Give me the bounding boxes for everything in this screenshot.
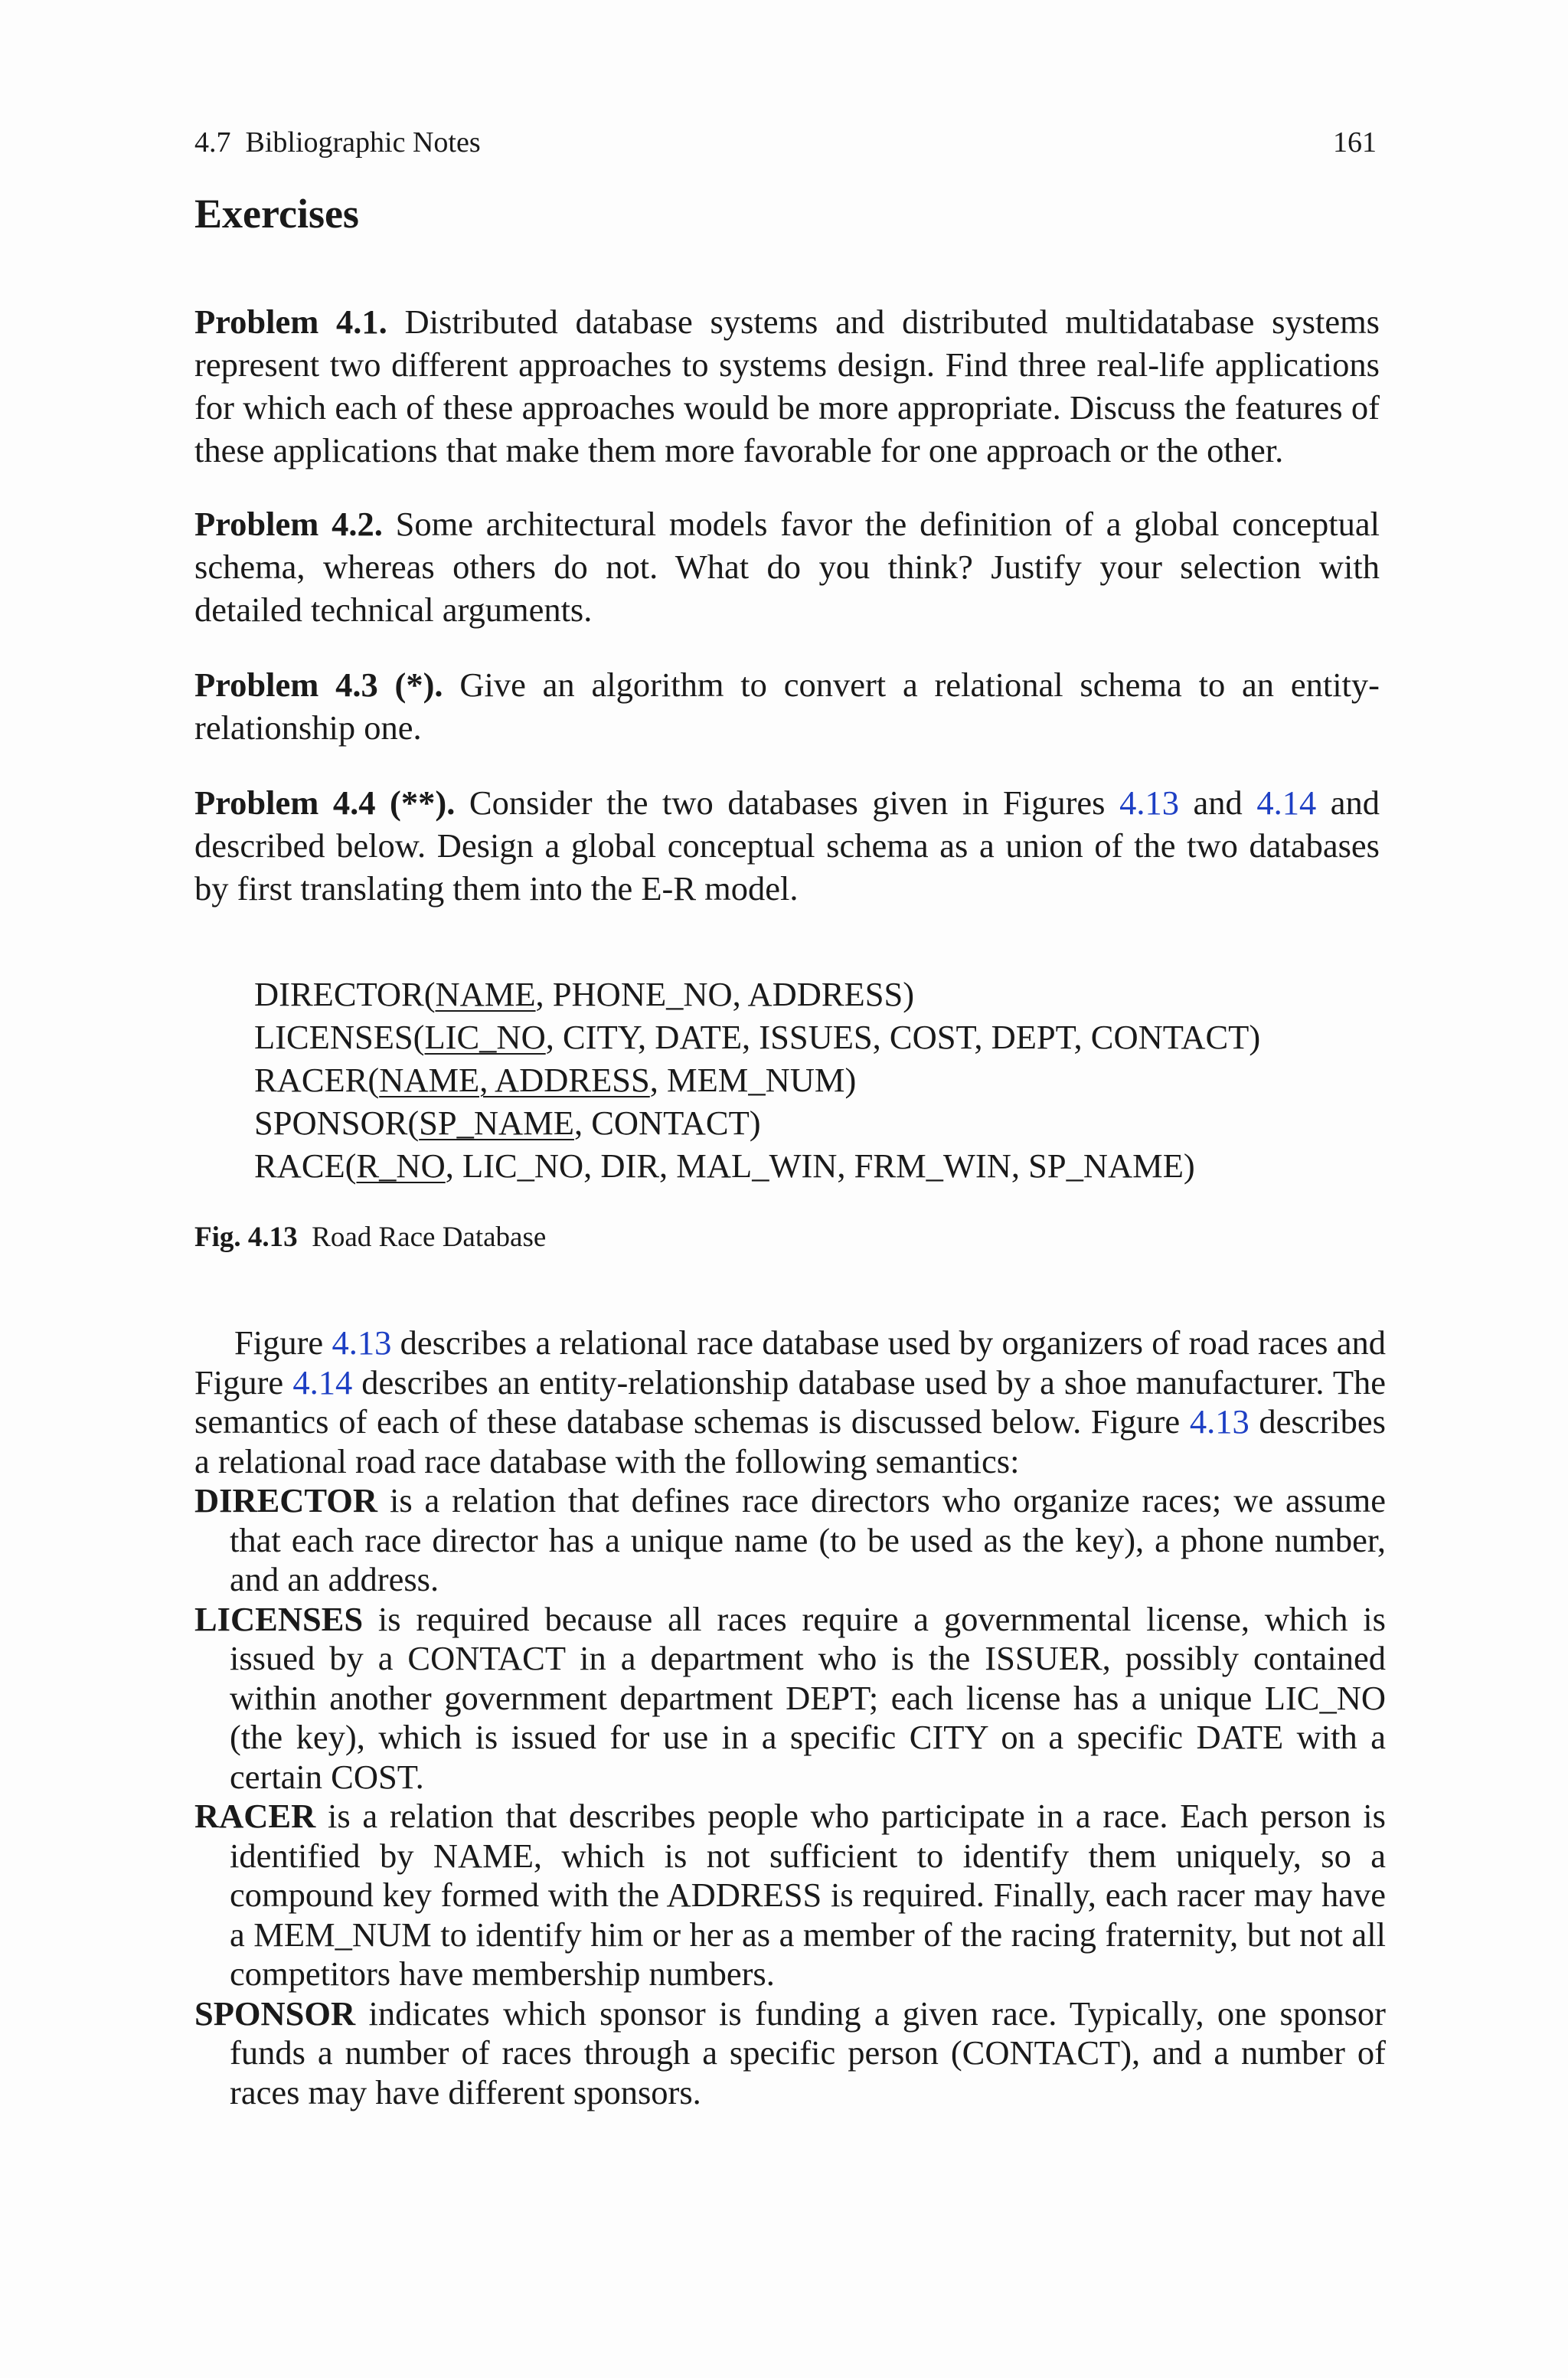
problem-text: Consider the two databases given in Figures — [455, 783, 1120, 822]
primary-key: R_NO — [356, 1146, 446, 1185]
primary-key: NAME — [435, 975, 536, 1013]
problem-label: Problem 4.4 (**). — [194, 783, 456, 822]
figure-link[interactable]: 4.13 — [1189, 1402, 1250, 1441]
figure-label: Fig. 4.13 — [194, 1222, 298, 1253]
definition-term: SPONSOR — [194, 1994, 356, 2033]
page-number: 161 — [1333, 126, 1377, 159]
definition-text: is a relation that defines race directors who organize races; we assume that each race director has a unique name (to be used as the key), a phone number, and an address. — [230, 1481, 1386, 1598]
figure-link[interactable]: 4.13 — [332, 1323, 392, 1362]
definition-director — [194, 1481, 1386, 1600]
problem-4-1 — [194, 300, 1380, 472]
figure-caption-text: Road Race Database — [312, 1222, 547, 1253]
relation-attributes: , CONTACT) — [573, 1104, 761, 1142]
relation-name: SPONSOR( — [254, 1104, 420, 1142]
problem-4-3 — [194, 663, 1380, 749]
relation-name: LICENSES( — [254, 1018, 425, 1056]
figure-link[interactable]: 4.14 — [292, 1362, 353, 1402]
body-text — [194, 1323, 1386, 2112]
relation-attributes: , MEM_NUM) — [649, 1061, 857, 1099]
relation-attributes: , PHONE_NO, ADDRESS) — [535, 975, 915, 1013]
problem-4-2 — [194, 502, 1380, 631]
definition-text: is a relation that describes people who participate in a race. Each person is identified by NAME, which is not sufficient to identify them uniquely, so a compound key formed with the ADDRESS is required. Finally, each racer may have a MEM_NUM to identify him or her as a member of the racing fraternity, but not all competitors have membership numbers. — [230, 1797, 1386, 1993]
problem-text: Give an algorithm to convert a relational schema to an entity-relationship one. — [194, 666, 1380, 747]
problem-text: Some architectural models favor the definition of a global conceptual schema, whereas others do not. What do you think? Justify your selection with detailed technical arguments. — [194, 505, 1380, 629]
problem-label: Problem 4.3 (*). — [194, 666, 443, 704]
problem-text: and described below. Design a global conceptual schema as a union of the two databases by first translating them into the E-R model. — [194, 783, 1380, 908]
primary-key: NAME, ADDRESS — [379, 1061, 650, 1099]
relation-attributes: , LIC_NO, DIR, MAL_WIN, FRM_WIN, SP_NAME) — [445, 1146, 1195, 1185]
definition-licenses — [194, 1600, 1386, 1797]
running-head — [194, 126, 1377, 159]
relation-racer — [254, 1058, 1260, 1101]
definition-term: DIRECTOR — [194, 1481, 378, 1519]
definition-text: indicates which sponsor is funding a given race. Typically, one sponsor funds a number of races through a specific person (CONTACT), and a number of races may have different sponsors. — [230, 1994, 1386, 2111]
problem-label: Problem 4.1. — [194, 303, 387, 341]
intro-text: describes an entity-relationship database used by a shoe manufacturer. The semantics of each of these database schemas is discussed below. Figure — [194, 1362, 1387, 1441]
relation-attributes: , CITY, DATE, ISSUES, COST, DEPT, CONTACT) — [545, 1018, 1261, 1056]
definition-sponsor — [194, 1994, 1386, 2113]
definition-text: is required because all races require a governmental license, which is issued by a CONTACT in a department who is the ISSUER, possibly contained within another government department DEPT; each license has a unique LIC_NO (the key), which is issued for use in a specific CITY on a specific DATE with a certain COST. — [230, 1599, 1386, 1796]
figure-link[interactable]: 4.14 — [1256, 783, 1317, 822]
definition-term: LICENSES — [194, 1599, 364, 1638]
intro-text: describes a relational road race database with the following semantics: — [194, 1402, 1386, 1480]
relation-sponsor — [254, 1101, 1260, 1144]
problem-4-4 — [194, 781, 1380, 910]
definition-racer — [194, 1797, 1386, 1994]
relation-director — [254, 973, 1260, 1016]
problem-text: Distributed database systems and distributed multidatabase systems represent two different approaches to systems design. Find three real-life applications for which each of these approaches would be more appropriate. Discuss the features of these applications that make them more favorable for one approach or the other. — [194, 303, 1380, 469]
figure-caption — [194, 1221, 546, 1254]
relation-name: RACE( — [254, 1146, 357, 1185]
intro-paragraph — [194, 1323, 1386, 1481]
relation-race — [254, 1144, 1260, 1187]
problem-label: Problem 4.2. — [194, 505, 383, 543]
relation-name: RACER( — [254, 1061, 380, 1099]
definition-term: RACER — [194, 1797, 316, 1835]
relation-name: DIRECTOR( — [254, 975, 436, 1013]
road-race-schema — [254, 973, 1260, 1187]
intro-text: describes a relational race database used by organizers of road races and Figure — [194, 1323, 1386, 1402]
exercises-heading: Exercises — [194, 191, 359, 237]
relation-licenses — [254, 1016, 1260, 1058]
intro-text: Figure — [234, 1323, 332, 1362]
problem-text: and — [1178, 783, 1257, 822]
primary-key: SP_NAME — [419, 1104, 574, 1142]
figure-link[interactable]: 4.13 — [1119, 783, 1179, 822]
section-title: 4.7 Bibliographic Notes — [194, 126, 481, 159]
primary-key: LIC_NO — [424, 1018, 546, 1056]
